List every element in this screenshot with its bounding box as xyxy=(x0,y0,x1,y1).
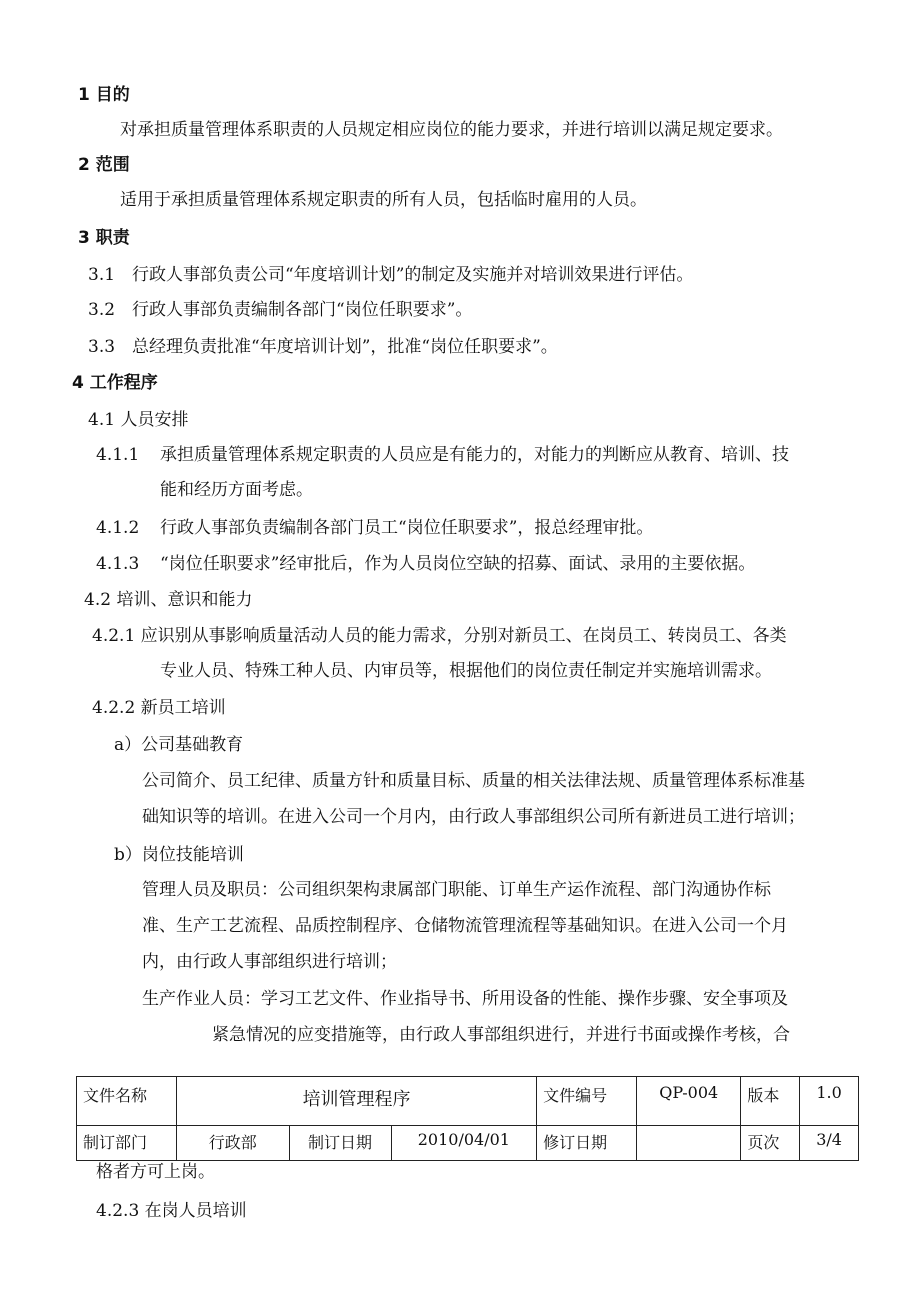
rev-date-value xyxy=(637,1126,741,1161)
dept-value: 行政部 xyxy=(177,1126,289,1161)
item-4-1-1-num: 4.1.1 xyxy=(96,445,140,465)
item-b-line6: 格者方可上岗。 xyxy=(96,1162,215,1182)
item-b-label: b）岗位技能培训 xyxy=(114,845,244,865)
version-label: 版本 xyxy=(741,1077,800,1126)
item-4-1-3-num: 4.1.3 xyxy=(96,554,140,574)
item-a-line2: 础知识等的培训。在进入公司一个月内，由行政人事部组织公司所有新进员工进行培训； xyxy=(142,807,805,827)
item-b-line1: 管理人员及职员：公司组织架构隶属部门职能、订单生产运作流程、部门沟通协作标 xyxy=(142,880,771,900)
item-3-3-num: 3.3 xyxy=(88,337,116,357)
item-4-1-2-num: 4.1.2 xyxy=(96,518,140,538)
item-4-1-3-text: “岗位任职要求”经审批后，作为人员岗位空缺的招募、面试、录用的主要依据。 xyxy=(160,554,756,574)
item-4-1-1-line2: 能和经历方面考虑。 xyxy=(160,480,313,500)
date-value: 2010/04/01 xyxy=(391,1126,536,1161)
section-1-heading: 1 目的 xyxy=(78,85,130,105)
page-label: 页次 xyxy=(741,1126,800,1161)
item-4-2-1-line2: 专业人员、特殊工种人员、内审员等，根据他们的岗位责任制定并实施培训需求。 xyxy=(160,661,772,681)
item-3-2-num: 3.2 xyxy=(88,300,116,320)
section-2-text: 适用于承担质量管理体系规定职责的所有人员，包括临时雇用的人员。 xyxy=(120,190,647,210)
item-4-2-1-line1: 4.2.1 应识别从事影响质量活动人员的能力需求，分别对新员工、在岗员工、转岗员工、各类 xyxy=(92,626,787,646)
item-a-label: a）公司基础教育 xyxy=(114,735,244,755)
file-no-label: 文件编号 xyxy=(537,1077,637,1126)
section-4-heading: 4 工作程序 xyxy=(72,373,158,393)
section-4-2-3-heading: 4.2.3 在岗人员培训 xyxy=(96,1201,247,1221)
section-1-text: 对承担质量管理体系职责的人员规定相应岗位的能力要求，并进行培训以满足规定要求。 xyxy=(120,120,783,140)
item-3-1-text: 行政人事部负责公司“年度培训计划”的制定及实施并对培训效果进行评估。 xyxy=(132,265,694,285)
date-label: 制订日期 xyxy=(289,1126,391,1161)
rev-date-label: 修订日期 xyxy=(537,1126,637,1161)
item-a-line1: 公司简介、员工纪律、质量方针和质量目标、质量的相关法律法规、质量管理体系标准基 xyxy=(142,771,805,791)
item-3-2-text: 行政人事部负责编制各部门“岗位任职要求”。 xyxy=(132,300,473,320)
item-b-line2: 准、生产工艺流程、品质控制程序、仓储物流管理流程等基础知识。在进入公司一个月 xyxy=(142,916,788,936)
item-4-1-2-text: 行政人事部负责编制各部门员工“岗位任职要求”，报总经理审批。 xyxy=(160,518,654,538)
section-4-1-heading: 4.1 人员安排 xyxy=(88,410,189,430)
section-4-2-2-heading: 4.2.2 新员工培训 xyxy=(92,698,226,718)
item-3-1-num: 3.1 xyxy=(88,265,116,285)
document-footer-table xyxy=(76,1076,859,1161)
version-value: 1.0 xyxy=(800,1077,859,1126)
item-b-line4: 生产作业人员：学习工艺文件、作业指导书、所用设备的性能、操作步骤、安全事项及 xyxy=(142,989,788,1009)
file-name-label: 文件名称 xyxy=(77,1077,177,1126)
item-b-line3: 内，由行政人事部组织进行培训； xyxy=(142,952,397,972)
item-b-line5: 紧急情况的应变措施等，由行政人事部组织进行，并进行书面或操作考核，合 xyxy=(212,1025,790,1045)
file-no-value: QP-004 xyxy=(637,1077,741,1126)
item-4-1-1-line1: 承担质量管理体系规定职责的人员应是有能力的，对能力的判断应从教育、培训、技 xyxy=(160,445,789,465)
section-4-2-heading: 4.2 培训、意识和能力 xyxy=(84,590,253,610)
section-2-heading: 2 范围 xyxy=(78,155,130,175)
item-3-3-text: 总经理负责批准“年度培训计划”，批准“岗位任职要求”。 xyxy=(132,337,558,357)
dept-label: 制订部门 xyxy=(77,1126,177,1161)
section-3-heading: 3 职责 xyxy=(78,228,130,248)
page-value: 3/4 xyxy=(800,1126,859,1161)
file-name-value: 培训管理程序 xyxy=(177,1077,537,1126)
